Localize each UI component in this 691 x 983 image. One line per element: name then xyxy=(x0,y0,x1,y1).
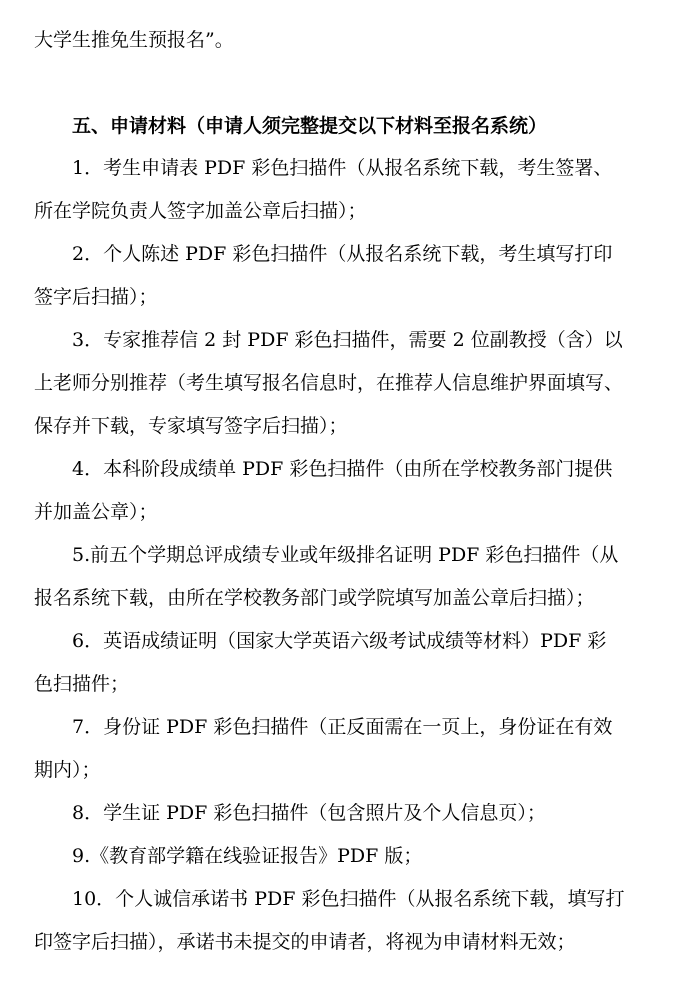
list-item-7-line-2: 期内）； xyxy=(34,759,101,781)
section-heading: 五、申请材料（申请人须完整提交以下材料至报名系统） xyxy=(72,115,548,137)
list-item-9: 9.《教育部学籍在线验证报告》PDF 版； xyxy=(72,845,423,867)
list-item-5-line-1: 5.前五个学期总评成绩专业或年级排名证明 PDF 彩色扫描件（从 xyxy=(72,544,619,566)
list-item-10-line-2: 印签字后扫描），承诺书未提交的申请者，将视为申请材料无效； xyxy=(34,931,576,953)
text-line: 大学生推免生预报名”。 xyxy=(34,29,234,51)
list-item-3-line-3: 保存并下载，专家填写签字后扫描）； xyxy=(34,415,348,437)
list-item-3-line-2: 上老师分别推荐（考生填写报名信息时，在推荐人信息维护界面填写、 xyxy=(34,372,624,394)
list-item-8: 8．学生证 PDF 彩色扫描件（包含照片及个人信息页）； xyxy=(72,802,546,824)
list-item-4-line-1: 4．本科阶段成绩单 PDF 彩色扫描件（由所在学校教务部门提供 xyxy=(72,458,613,480)
list-item-7-line-1: 7．身份证 PDF 彩色扫描件（正反面需在一页上，身份证在有效 xyxy=(72,716,613,738)
list-item-6-line-2: 色扫描件； xyxy=(34,673,130,695)
list-item-1-line-1: 1．考生申请表 PDF 彩色扫描件（从报名系统下载，考生签署、 xyxy=(72,157,613,179)
list-item-5-line-2: 报名系统下载，由所在学校教务部门或学院填写加盖公章后扫描）； xyxy=(34,587,595,609)
list-item-10-line-1: 10．个人诚信承诺书 PDF 彩色扫描件（从报名系统下载，填写打 xyxy=(72,888,625,910)
list-item-4-line-2: 并加盖公章）； xyxy=(34,501,158,523)
list-item-2-line-2: 签字后扫描）； xyxy=(34,286,158,308)
list-item-1-line-2: 所在学院负责人签字加盖公章后扫描）； xyxy=(34,200,367,222)
list-item-2-line-1: 2．个人陈述 PDF 彩色扫描件（从报名系统下载，考生填写打印 xyxy=(72,243,613,265)
list-item-3-line-1: 3．专家推荐信 2 封 PDF 彩色扫描件，需要 2 位副教授（含）以 xyxy=(72,329,623,351)
list-item-6-line-1: 6．英语成绩证明（国家大学英语六级考试成绩等材料）PDF 彩 xyxy=(72,630,607,652)
